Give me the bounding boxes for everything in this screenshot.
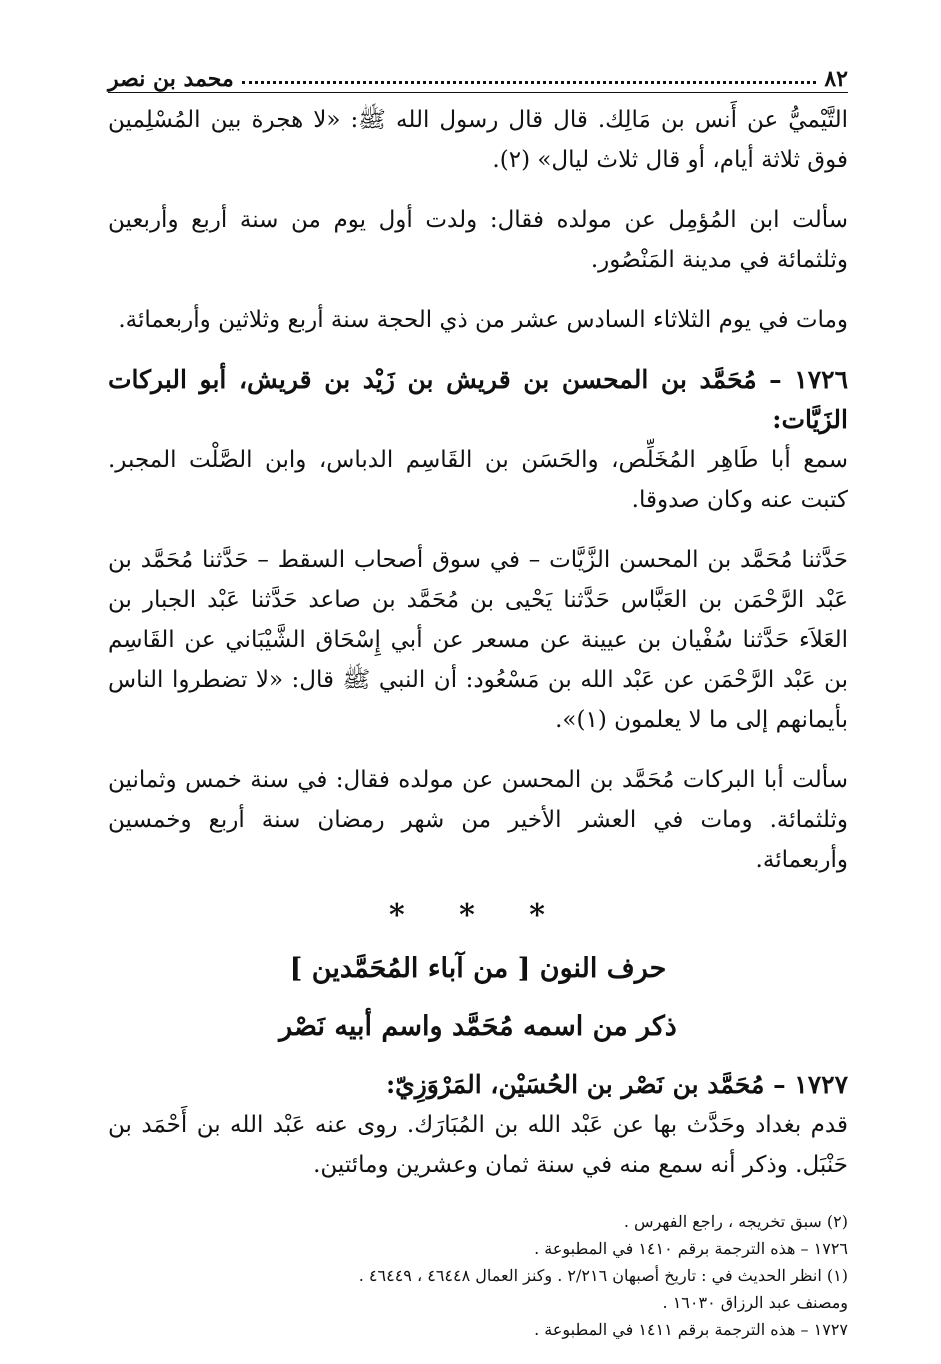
footnotes: [108, 1208, 848, 1343]
paragraph: سألت أبا البركات مُحَمَّد بن المحسن عن مولده فقال: في سنة خمس وثمانين وثلثمائة. ومات في العشر الأخير من شهر رمضان سنة أربع وخمسين وأربعمائة.: [108, 767, 848, 873]
footnote: (٢) سبق تخريجه ، راجع الفهرس .: [623, 1212, 848, 1231]
footnote: ١٧٢٧ – هذه الترجمة برقم ١٤١١ في المطبوعة .: [534, 1320, 848, 1339]
footnote: ومصنف عبد الرزاق ١٦٠٣٠ .: [662, 1293, 848, 1312]
page-body: [108, 100, 848, 1185]
header-leader-dots: [242, 81, 817, 84]
paragraph: التَّيْميُّ عن أَنس بن مَالِك. قال قال رسول الله ﷺ: «لا هجرة بين المُسْلِمين فوق ثلاثة أيام، أو قال ثلاث ليال» (٢).: [108, 107, 848, 173]
entry-heading: ١٧٢٦ – مُحَمَّد بن المحسن بن قريش بن زَيْد بن قريش، أبو البركات الزَيَّات:: [108, 365, 848, 434]
paragraph: سمع أبا طَاهِر المُخَلِّص، والحَسَن بن القَاسِم الدباس، وابن الصَّلْت المجبر. كتبت عنه وكان صدوقا.: [108, 447, 848, 513]
section-title: حرف النون [ من آباء المُحَمَّدين ]: [289, 953, 667, 984]
paragraph: حَدَّثنا مُحَمَّد بن المحسن الزَّيَّات – في سوق أصحاب السقط – حَدَّثنا مُحَمَّد بن عَبْد الرَّحْمَن بن العَبَّاس حَدَّثنا يَحْيى بن مُحَمَّد بن صاعد حَدَّثنا عَبْد الجبار بن العَلاَء حَدَّثنا سُفْيان بن عيينة عن مسعر عن أبي إِسْحَاق الشَّيْبَاني عن القَاسِم بن عَبْد الرَّحْمَن عن عَبْد الله بن مَسْعُود: أن النبي ﷺ قال: «لا تضطروا الناس بأيمانهم إلى ما لا يعلمون (١)».: [108, 547, 848, 733]
paragraph: قدم بغداد وحَدَّث بها عن عَبْد الله بن المُبَارَك. روى عنه عَبْد الله بن أَحْمَد بن حَنْبَل. وذكر أنه سمع منه في سنة ثمان وعشرين ومائتين.: [108, 1112, 848, 1178]
page-header: [108, 58, 848, 93]
paragraph: سألت ابن المُؤمِل عن مولده فقال: ولدت أول يوم من سنة أربع وأربعين وثلثمائة في مدينة المَنْصُور.: [108, 207, 848, 273]
footnote: (١) انظر الحديث في : تاريخ أصبهان ٢/٢١٦ . وكنز العمال ٤٦٤٤٨ ، ٤٦٤٤٩ .: [358, 1266, 848, 1285]
entry-heading: ١٧٢٧ – مُحَمَّد بن نَصْر بن الحُسَيْن، المَرْوَزِيّ:: [385, 1070, 848, 1099]
section-subtitle: ذكر من اسمه مُحَمَّد واسم أبيه نَصْر: [279, 1011, 677, 1042]
page-number: ٨٢: [824, 66, 848, 92]
footnote: ١٧٢٦ – هذه الترجمة برقم ١٤١٠ في المطبوعة .: [534, 1239, 848, 1258]
section-separator: * * *: [389, 898, 567, 933]
running-title: محمد بن نصر: [108, 66, 234, 92]
paragraph: ومات في يوم الثلاثاء السادس عشر من ذي الحجة سنة أربع وثلاثين وأربعمائة.: [118, 307, 848, 333]
